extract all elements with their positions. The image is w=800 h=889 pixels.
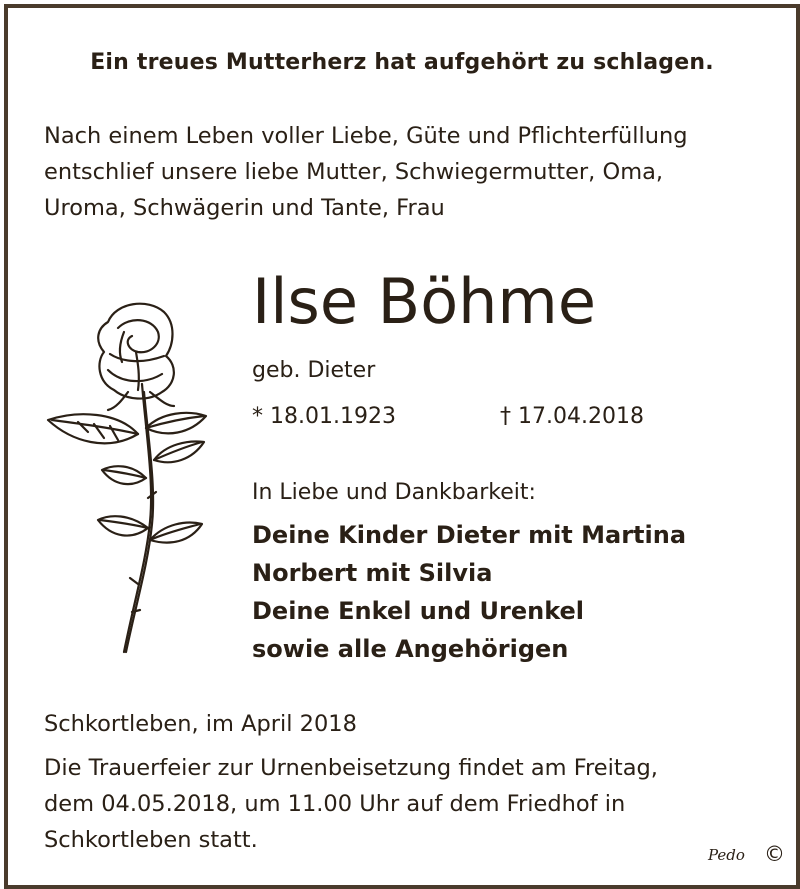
artist-signature: Pedo: [708, 846, 745, 864]
funeral-line-3: Schkortleben statt.: [44, 827, 258, 853]
mourner-line-3: Deine Enkel und Urenkel: [252, 597, 585, 625]
rose-icon: [38, 292, 218, 662]
copyright-mark: ©: [764, 842, 785, 866]
maiden-name: geb. Dieter: [252, 358, 376, 383]
mourner-line-4: sowie alle Angehörigen: [252, 635, 569, 663]
mourner-line-2: Norbert mit Silvia: [252, 559, 493, 587]
intro-line-3: Uroma, Schwägerin und Tante, Frau: [44, 195, 445, 221]
dedication: In Liebe und Dankbarkeit:: [252, 480, 536, 505]
death-date: † 17.04.2018: [500, 404, 644, 429]
place-date: Schkortleben, im April 2018: [44, 711, 357, 737]
intro-line-2: entschlief unsere liebe Mutter, Schwiegermutter, Oma,: [44, 159, 664, 185]
headline: Ein treues Mutterherz hat aufgehört zu schlagen.: [90, 50, 714, 75]
deceased-name: Ilse Böhme: [252, 265, 596, 338]
funeral-line-1: Die Trauerfeier zur Urnenbeisetzung findet am Freitag,: [44, 755, 658, 781]
funeral-line-2: dem 04.05.2018, um 11.00 Uhr auf dem Friedhof in: [44, 791, 626, 817]
birth-date: * 18.01.1923: [252, 404, 396, 429]
mourner-line-1: Deine Kinder Dieter mit Martina: [252, 521, 687, 549]
obituary-notice: [4, 4, 800, 889]
intro-line-1: Nach einem Leben voller Liebe, Güte und Pflichterfüllung: [44, 123, 688, 149]
